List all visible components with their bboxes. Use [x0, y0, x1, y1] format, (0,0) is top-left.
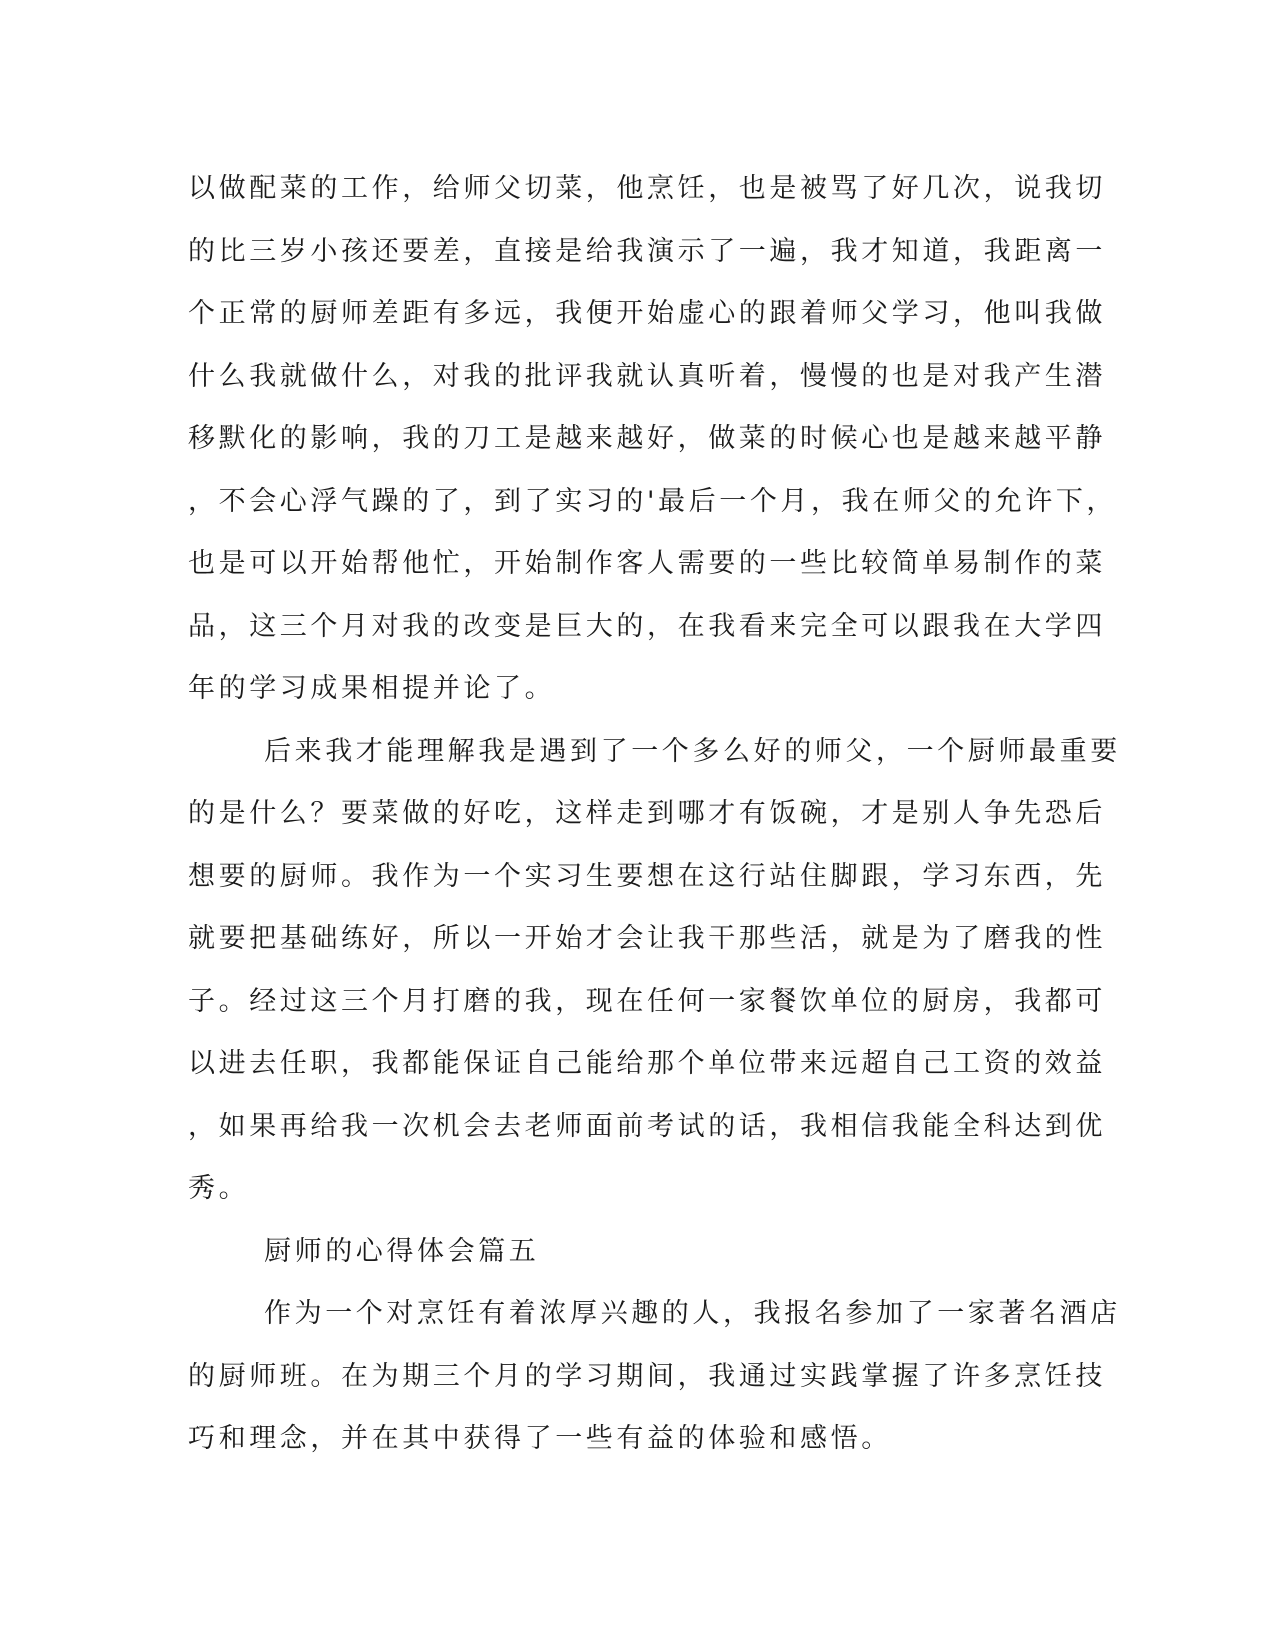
text-line: 年的学习成果相提并论了。 — [188, 673, 556, 704]
text-line: 子。经过这三个月打磨的我，现在任何一家餐饮单位的厨房，我都可 — [188, 985, 1106, 1017]
paragraph-first-line: 作为一个对烹饪有着浓厚兴趣的人，我报名参加了一家著名酒店 — [264, 1298, 1121, 1329]
text-line: 巧和理念，并在其中获得了一些有益的体验和感悟。 — [188, 1423, 892, 1454]
text-line: 的比三岁小孩还要差，直接是给我演示了一遍，我才知道，我距离一 — [188, 235, 1106, 267]
text-line: 移默化的影响，我的刀工是越来越好，做菜的时候心也是越来越平静 — [188, 423, 1106, 454]
section-heading: 厨师的心得体会篇五 — [264, 1235, 540, 1267]
paragraph-first-line: 后来我才能理解我是遇到了一个多么好的师父，一个厨师最重要 — [264, 735, 1121, 767]
text-line: 以进去任职，我都能保证自己能给那个单位带来远超自己工资的效益 — [188, 1048, 1106, 1079]
text-line: ，不会心浮气躁的了，到了实习的'最后一个月，我在师父的允许下， — [188, 485, 1118, 517]
text-line: 就要把基础练好，所以一开始才会让我干那些活，就是为了磨我的性 — [188, 923, 1106, 954]
text-line: 秀。 — [188, 1173, 250, 1204]
text-line: 什么我就做什么，对我的批评我就认真听着，慢慢的也是对我产生潜 — [188, 360, 1106, 392]
text-line: 以做配菜的工作，给师父切菜，他烹饪，也是被骂了好几次，说我切 — [188, 173, 1106, 204]
text-line: 的厨师班。在为期三个月的学习期间，我通过实践掌握了许多烹饪技 — [188, 1360, 1106, 1392]
text-line: 品，这三个月对我的改变是巨大的，在我看来完全可以跟我在大学四 — [188, 610, 1106, 642]
document-body — [188, 158, 1121, 1471]
text-line: 想要的厨师。我作为一个实习生要想在这行站住脚跟，学习东西，先 — [188, 860, 1106, 892]
text-line: 个正常的厨师差距有多远，我便开始虚心的跟着师父学习，他叫我做 — [188, 298, 1106, 329]
text-line: 也是可以开始帮他忙，开始制作客人需要的一些比较简单易制作的菜 — [188, 548, 1106, 579]
text-line: 的是什么？要菜做的好吃，这样走到哪才有饭碗，才是别人争先恐后 — [188, 798, 1106, 829]
text-line: ，如果再给我一次机会去老师面前考试的话，我相信我能全科达到优 — [188, 1110, 1106, 1142]
